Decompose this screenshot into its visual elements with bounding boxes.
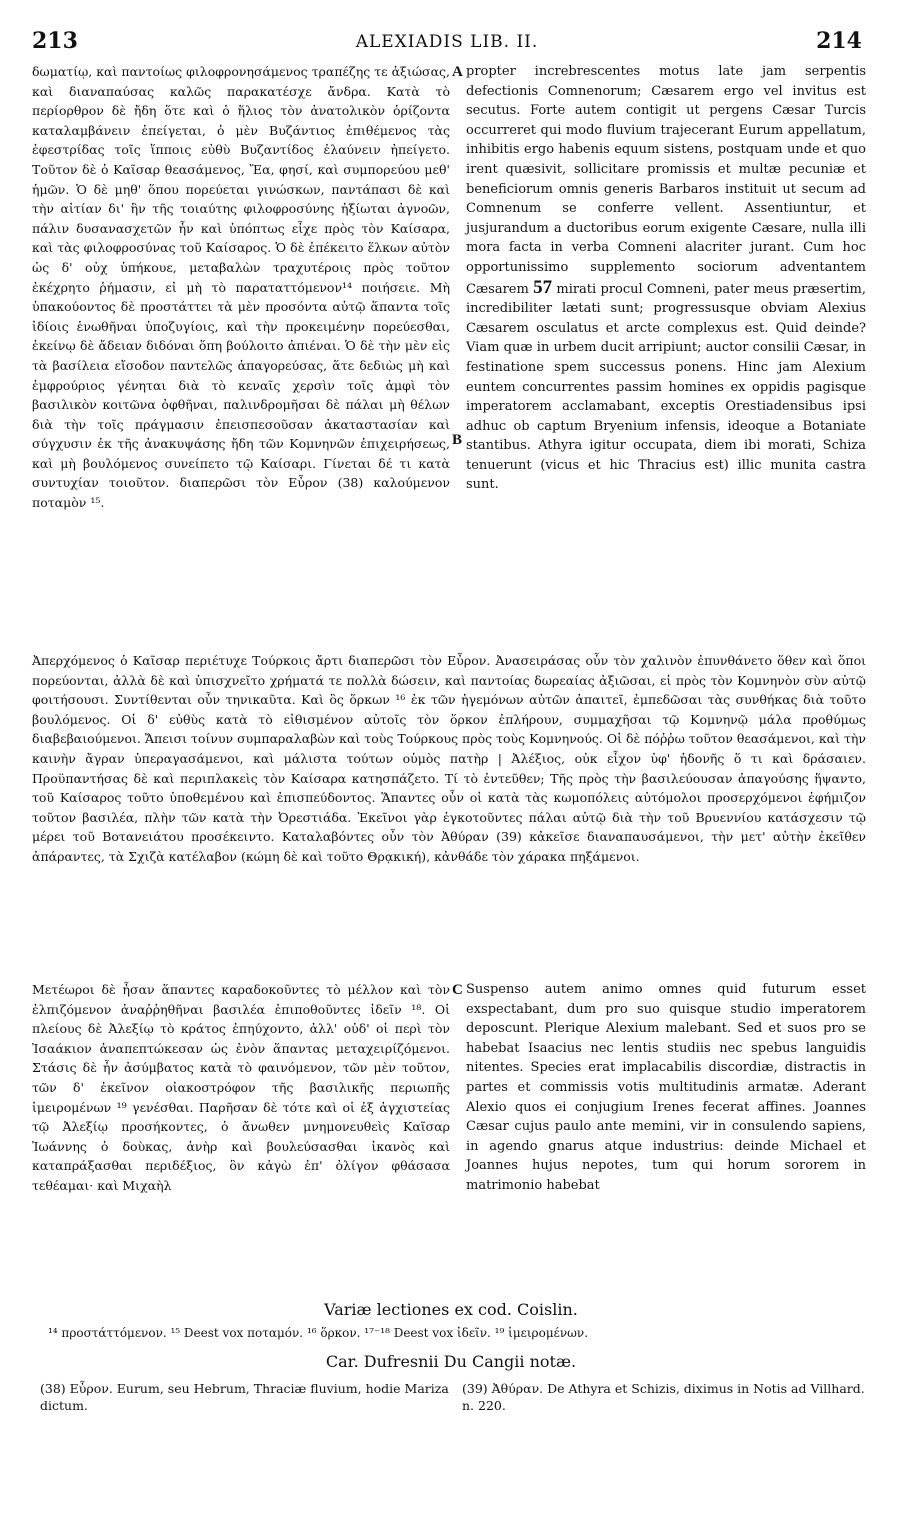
cangii-notes-heading: Car. Dufresnii Du Cangii notæ. [325, 1352, 577, 1371]
cangii-note-38: (38) Εὖρον. Eurum, seu Hebrum, Thraciæ fluvium, hodie Mariza dictum. [40, 1381, 449, 1413]
latin-paragraph-bottom: Suspenso autem animo omnes quid futurum esset exspectabant, dum pro suo quisque studio imperatorem deposcunt. Plerique Alexium malebant. Sed et suos pro se habebat Isaacius nec lentis studiis nec spebus languidis nitentes. Species erat implacabilis discordiæ, distractis in partes et commissis votis multitudinis armatæ. Aderant Alexio quos ei conjugium Irenes fecerat affines. Joannes Cæsar cujus paulo ante memini, vir in consulendo sapiens, in agendo gnarus atque industrius: deinde Michael et Joannes hujus nepotes, tum qui horum sororem in matrimonio habebat [466, 982, 866, 1193]
latin-column-top [466, 62, 866, 652]
page-number-right: 214 [816, 28, 862, 54]
page-number-left: 213 [32, 28, 78, 54]
edition-page-mark: 57 [533, 276, 553, 298]
variae-lectiones-heading: Variæ lectiones ex cod. Coislin. [324, 1300, 578, 1319]
greek-paragraph: δωματίῳ, καὶ παντοίως φιλοφρονησάμενος τραπέζης τε ἀξιώσας, καὶ διαναπαύσας καλῶς παρακατέσχε ἄνδρα. Κατὰ τὸ περίορθρον δὲ ἤδη ὅτε καὶ ὁ ἥλιος τὸν ἀνατολικὸν ὁρίζοντα καταλαμβάνειν ἐπείγεται, ὁ μὲν Βυζάντιος ἐπιθέμενος τὰς ἐφεστρίδας τοῖς ἵπποις εὐθὺ Βυζαντίδος ἐλαύνειν ἠπείγετο. Τοῦτον δὲ ὁ Καῖσαρ θεασάμενος, Ἔα, φησί, καὶ συμπορεύου μεθ' ἡμῶν. Ὁ δὲ μηθ' ὅπου πορεύεται γινώσκων, παντάπασι δὲ καὶ τὴν αἰτίαν δι' ἣν τῆς τοιαύτης φιλοφροσύνης ἠξίωται ἀγνοῶν, πάλιν δυσανασχετῶν ἦν καὶ ὑπόπτως εἶχε πρὸς τὸν Καίσαρα, καὶ τὰς φιλοφροσύνας τοῦ Καίσαρος. Ὁ δὲ ἐπέκειτο ἕλκων αὐτὸν ὡς δ' οὐχ ὑπήκουε, μεταβαλὼν τραχυτέροις πρὸς τοῦτον ἐκέχρητο ῥήμασιν, εἰ μὴ τὸ παραταττόμενον¹⁴ ποιήσειε. Μὴ ὑπακούοντος δὲ προστάττει τὰ μὲν προσόντα αὐτῷ ἅπαντα τοῖς ἰδίοις ἑνωθῆναι ὑποζυγίοις, καὶ τὴν προκειμένην πορεύεσθαι, ἐκείνῳ δὲ ἄδειαν διδόναι ὅπη βούλοιτο ἀπιέναι. Ὁ δὲ τὴν μὲν εἰς τὰ βασίλεια εἴσοδον παντελῶς ἀπαγορεύσας, ἅτε δεδιὼς μὴ καὶ ἐμφρούριος γένηται διὰ τὸ κεναῖς χερσὶν τοῖς ἀμφὶ τὸν βασιλικὸν κοιτῶνα ὀφθῆναι, παλινδρομῆσαι δὲ πάλαι μὴ θέλων διὰ τὴν τοῖς πράγμασιν ἐπεισπεσοῦσαν ἀκαταστασίαν καὶ σύγχυσιν ἐκ τῆς ἀνακυψάσης ἤδη τῶν Κομνηνῶν ἐπιχειρήσεως, καὶ μὴ βουλόμενος συνείπετο τῷ Καίσαρι. Γίνεται δέ τι κατὰ συντυχίαν τοιοῦτον. διαπερῶσι τὸν Εὖρον (38) καλούμενον ποταμὸν ¹⁵. [32, 64, 450, 511]
cangii-note-39: (39) Ἀθύραν. De Athyra et Schizis, diximus in Notis ad Villhard. n. 220. [462, 1381, 865, 1413]
margin-letter-c: C [452, 982, 463, 998]
margin-letter-a: A [452, 64, 463, 80]
margin-letter-b: B [452, 432, 463, 448]
latin-paragraph: propter increbrescentes motus late jam serpentis defectionis Comnenorum; Cæsarem ergo vel invitus est secutus. Forte autem contigit ut pergens Cæsar Turcis occurreret qui modo fluvium trajecerant Eurum appellatum, inhibitis ergo habenis equum sistens, postquam unde et quo irent quæsivit, sollicitare promissis et multæ pecuniæ et beneficiorum omnis generis Barbaros instituit ut secum ad Comnenum se conferre vellent. Assentiuntur, et jusjurandum a ductoribus eorum exigente Cæsare, nulla illi mora facta in verba Comneni alacriter jurant. Cum hoc opportunissimo supplemento sociorum adventantem Cæsarem 57 mirati procul Comneni, pater meus præsertim, incredibiliter lætati sunt; progressusque obviam Alexius Cæsarem osculatus et arcte complexus est. Quid deinde? Viam quæ in urbem ducit arripiunt; auctor consilii Cæsar, in festinatione spem successus ponens. Hinc jam Alexium euntem concurrentes passim homines ex oppidis pagisque imperatorem acclamabant, exceptis Orestiadensibus ipsi adhuc ob captum Bryenium infensis, ideoque a Botaniate stantibus. Athyra igitur occupata, diem ibi morati, Schiza tenuerunt (vicus et hic Thracius est) illic munita castra sunt. [466, 64, 866, 493]
greek-column-top [32, 62, 450, 652]
greek-full-width-block [32, 651, 866, 981]
running-title: ALEXIADIS LIB. II. [355, 32, 539, 52]
variae-lectiones-line: ¹⁴ προστάττόμενον. ¹⁵ Deest vox ποταμόν. ¹⁶ ὅρκον. ¹⁷⁻¹⁸ Deest vox ἰδεῖν. ¹⁹ ἱμειρομένων. [48, 1326, 589, 1340]
page-header [32, 28, 862, 58]
greek-column-bottom [32, 980, 450, 1290]
latin-column-bottom [466, 980, 866, 1290]
greek-paragraph-bottom: Μετέωροι δὲ ἦσαν ἅπαντες καραδοκοῦντες τὸ μέλλον καὶ τὸν ἐλπιζόμενον ἀναῤῥηθῆναι βασιλέα ἐπιποθοῦντες ἰδεῖν ¹⁸. Οἱ πλείους δὲ Ἀλεξίῳ τὸ κράτος ἐπηύχοντο, ἀλλ' οὐδ' οἱ περὶ τὸν Ἰσαάκιον ἀναπεπτώκεσαν ὡς ἐνὸν ἅπαντας μεταχειρίζόμενοι. Στάσις δὲ ἦν ἀσύμβατος κατὰ τὸ φαινόμενον, τῶν μὲν τοῦτον, τῶν δ' ἐκεῖνον οἰακοστρόφον τῆς βασιλικῆς περιωπῆς ἱμειρομένων ¹⁹ γενέσθαι. Παρῆσαν δὲ τότε καὶ οἱ ἐξ ἀγχιστείας τῷ Ἀλεξίῳ προσήκοντες, ὁ ἄνωθεν μνημονευθεὶς Καῖσαρ Ἰωάννης ὁ δοὺκας, ἀνὴρ καὶ βουλεύσασθαι ἱκανὸς καὶ καταπράξασθαι περιδέξιος, ὃν κἀγὼ ἐπ' ὀλίγον φθάσασα τεθέαμαι· καὶ Μιχαὴλ [32, 982, 450, 1193]
greek-full-paragraph: Ἀπερχόμενος ὁ Καῖσαρ περιέτυχε Τούρκοις ἄρτι διαπερῶσι τὸν Εὖρον. Ἀνασειράσας οὖν τὸν χαλινὸν ἐπυνθάνετο ὅθεν καὶ ὅποι πορεύονται, ἀλλὰ δὲ καὶ ὑπισχνεῖτο χρήματά τε πολλὰ δώσειν, καὶ παντοίας δωρεαίας ἀξιῶσαι, εἰ πρὸς τὸν Κομνηνὸν σὺν αὐτῷ φοιτήσουσι. Συντίθενται οὖν τηνικαῦτα. Καὶ ὃς ὅρκων ¹⁶ ἐκ τῶν ἡγεμόνων αὐτῶν ἀπαιτεῖ, ἐμπεδῶσαι τὰς συνθήκας διὰ τοῦτο βουλόμενος. Οἱ δ' εὐθὺς κατὰ τὸ εἰθισμένον αὐτοῖς τὸν ὅρκον ἐπλήρουν, συμμαχῆσαι τῷ Κομνηνῷ μάλα προθύμως διαβεβαιούμενοι. Ἄπεισι τοίνυν συμπαραλαβὼν καὶ τοὺς Τούρκους πρὸς τοὺς Κομνηνούς. Οἱ δὲ πόῤῥω τοῦτον θεασάμενοι, καὶ τὴν καινὴν ἄγραν ὑπεραγασάμενοι, καὶ μάλιστα τούτων οὑμὸς πατὴρ | Ἀλέξιος, οὐκ εἶχον ὑφ' ἡδονῆς ὅ τι καὶ δράσαιεν. Προϋπαντήσας δὲ καὶ περιπλακεὶς τὸν Καίσαρα κατησπάζετο. Τί τὸ ἐντεῦθεν; Τῆς πρὸς τὴν βασιλεύουσαν ἀπαγούσης ἥψαντο, τοῦ Καίσαρος τοῦτο ὑποθεμένου καὶ ἐπισπεύδοντος. Ἅπαντες οὖν οἱ κατὰ τὰς κωμοπόλεις αὐτόμολοι προσερχόμενοι ἐφήμιζον τοῦτον βασιλέα, πλὴν τῶν κατὰ τὴν Ὀρεστιάδα. Ἐκεῖνοι γὰρ ἐγκοτοῦντες πάλαι αὐτῷ διὰ τὴν τοῦ Βρυεννίου κατάσχεσιν τῷ μέρει τοῦ Βοτανειάτου προσέκειντο. Καταλαβόντες οὖν τὸν Ἀθύραν (39) κἀκεῖσε διαναπαυσάμενοι, τὴν μετ' αὐτὴν ἐκεῖθεν ἀπάραντες, τὰ Σχιζὰ κατέλαβον (κώμη δὲ καὶ τοῦτο Θρᾳκική), κἀνθάδε τὸν χάρακα πηξάμενοι. [32, 653, 866, 864]
